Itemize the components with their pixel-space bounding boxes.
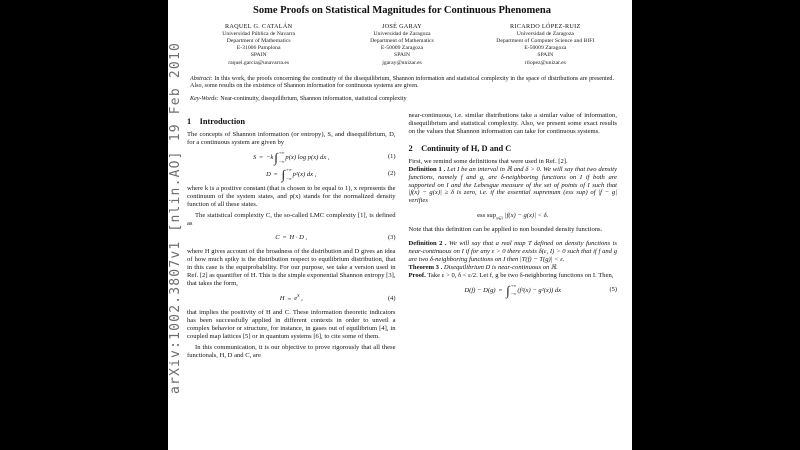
proof-label: Proof. bbox=[408, 271, 426, 279]
author-2-country: SPAIN bbox=[394, 52, 410, 59]
author-1-email: raquel.garcia@unavarra.es bbox=[228, 59, 290, 66]
definition-1-text: Let I be an interval in ℝ and δ > 0. We will say that two density functions, namely f and g, are δ-neighboring functions on I if both are supported on I and the Lebesgue measure of the set of points of I such that |f(x) − g(x)| ≥ δ is zero, i.e. if the essential supremum (ess sup) of |f − g| verifies bbox=[408, 165, 617, 205]
keywords-label: Key-Words: bbox=[190, 96, 219, 103]
paper-title: Some Proofs on Statistical Magnitudes for Continuous Phenomena bbox=[252, 5, 551, 16]
author-2-city: E-50009 Zaragoza bbox=[380, 45, 424, 52]
definition-1-label: Definition 1 . bbox=[408, 165, 446, 173]
left-column bbox=[187, 112, 396, 360]
ess-sup-operator: ess sup$_{x\in I}$ bbox=[477, 211, 503, 220]
equation-number: (3) bbox=[388, 234, 396, 242]
author-1-name: RAQUEL G. CATALÁN bbox=[224, 23, 293, 31]
proof-text: Take ε > 0, δ < ε/2. Let f, g be two δ-neighboring functions on I. Then, bbox=[427, 271, 614, 279]
definition-2-text: We will say that a real map T defined on density functions is near-continuous on I if for any ε > 0 there exists δ(ε, I) > 0 such that if f and g are two δ-neighboring functions on I then |T(f) − T(g)| < ε. bbox=[408, 240, 617, 263]
author-3-city: E-50009 Zaragoza bbox=[524, 45, 567, 52]
equation-5 bbox=[409, 284, 618, 297]
definition-1 bbox=[409, 166, 618, 206]
author-3-university: Universidad de Zaragoza bbox=[516, 31, 574, 38]
author-1-city: E-31006 Pamplona bbox=[236, 45, 281, 52]
equation-3-body: C = H · D , bbox=[275, 234, 308, 242]
author-1-department: Department of Mathematics bbox=[226, 38, 291, 45]
equation-1 bbox=[187, 151, 396, 164]
equation-4 bbox=[187, 292, 396, 305]
author-3-email: rilopez@unizar.es bbox=[524, 59, 566, 66]
equation-1-body: S = −k ∫ +∞ −∞ p(x) log p(x) dx , bbox=[252, 149, 330, 165]
esssup-equation-body: ess sup$_{x\in I}$ |f(x) − g(x)| < δ. bbox=[477, 211, 549, 220]
paragraph: The concepts of Shannon information (or entropy), S, and disequilibrium, D, for a continuous system are given by bbox=[187, 131, 396, 147]
author-2-name: JOSÉ GARAY bbox=[381, 23, 423, 31]
paragraph: In this communication, it is our objective to prove rigorously that all these functionals, H, D and C, are bbox=[187, 343, 396, 359]
equation-number: (4) bbox=[388, 294, 396, 302]
equation-5-body: D(f) − D(g) = ∫ +∞ −∞ (f²(x) − g²(x)) dx bbox=[464, 282, 562, 298]
author-1-country: SPAIN bbox=[250, 52, 267, 59]
two-column-body bbox=[187, 112, 617, 360]
paragraph: First, we remind some definitions that were used in Ref. [2]. bbox=[408, 157, 568, 165]
keywords-text: Near-continuity, disequilibrium, Shannon information, statistical complexity bbox=[220, 96, 407, 103]
equation-2-body: D = ∫ +∞ −∞ p²(x) dx , bbox=[266, 166, 317, 182]
author-3-department: Department of Computer Science and BIFI bbox=[496, 38, 595, 45]
author-1-university: Universidad Pública de Navarra bbox=[222, 31, 296, 38]
author-block bbox=[187, 23, 617, 67]
author-1 bbox=[187, 23, 330, 67]
paragraph: that implies the positivity of H and C. These information theoretic indicators has been successfully applied in different contexts in order to unveil a complex behavior or structure, for instance, in gases out of equilibrium [4], in coupled map lattices [5] or in quantum systems [6], to cite some of them. bbox=[187, 309, 396, 340]
author-3-name: RICARDO LÓPEZ-RUIZ bbox=[510, 23, 581, 31]
paper-page bbox=[168, 0, 632, 450]
integral-sign: ∫ +∞ −∞ bbox=[281, 166, 292, 182]
abstract bbox=[187, 76, 617, 92]
arxiv-watermark: arXiv:1002.3807v1 [nlin.AO] 19 Feb 2010 bbox=[168, 42, 183, 395]
paragraph: where k is a positive constant (that is chosen to be equal to 1), x represents the continuum of the system states, and p(x) stands for the normalized density function of all these states. bbox=[187, 184, 396, 208]
paper-content bbox=[187, 0, 617, 359]
theorem-3-label: Theorem 3 . bbox=[408, 263, 443, 271]
keywords bbox=[187, 96, 617, 104]
definition-2-label: Definition 2 . bbox=[408, 240, 447, 248]
abstract-text: In this work, the proofs concerning the continuity of the disequilibrium, Shannon information and statistical complexity in the space of distributions are presented. Also, some results on the existence of Shannon information for continuous systems are given. bbox=[190, 75, 614, 90]
right-column bbox=[409, 112, 618, 360]
section-1-heading: 1 Introduction bbox=[187, 116, 246, 126]
paragraph: Note that this definition can be applied to non bounded density functions. bbox=[408, 226, 603, 234]
author-2 bbox=[330, 23, 473, 67]
esssup-equation bbox=[409, 209, 618, 222]
equation-3 bbox=[187, 231, 396, 244]
theorem-3-text: Disequilibrium D is near-continuous on ℝ. bbox=[443, 263, 558, 271]
author-2-university: Universidad de Zaragoza bbox=[373, 31, 431, 38]
author-2-department: Department of Mathematics bbox=[370, 38, 434, 45]
abstract-label: Abstract: bbox=[190, 75, 213, 82]
paragraph: near-continuous, i.e. similar distributions take a similar value of information, disequilibrium and statistical complexity. Also, we present some exact results on the values that Shannon information can take for continuous systems. bbox=[408, 111, 617, 135]
equation-number: (2) bbox=[388, 170, 396, 178]
equation-2 bbox=[187, 168, 396, 181]
equation-number: (1) bbox=[388, 153, 396, 161]
author-3 bbox=[474, 23, 617, 67]
section-2-heading: 2 Continuity of H, D and C bbox=[408, 143, 512, 153]
paragraph: where H gives account of the broadness of the distribution and D gives an idea of how much spiky is the distribution respect to equilibrium distribution, that in this case is the equiprobability. For our purpose, we take a version used in Ref. [2] as quantifier of H. This is the simple exponential Shannon entropy [3], that takes the form, bbox=[187, 248, 396, 288]
paragraph: The statistical complexity C, the so-called LMC complexity [1], is defined as bbox=[187, 211, 396, 227]
integral-sign: ∫ +∞ −∞ bbox=[506, 282, 517, 298]
author-3-country: SPAIN bbox=[537, 52, 554, 59]
equation-number: (5) bbox=[609, 286, 617, 294]
proof-paragraph bbox=[409, 272, 618, 280]
definition-2 bbox=[409, 240, 618, 264]
author-2-email: jgaray@unizar.es bbox=[382, 59, 422, 66]
theorem-3 bbox=[409, 264, 618, 272]
integral-sign: ∫ +∞ −∞ bbox=[274, 149, 285, 165]
equation-4-body: $H = e^S$ , bbox=[279, 293, 303, 303]
